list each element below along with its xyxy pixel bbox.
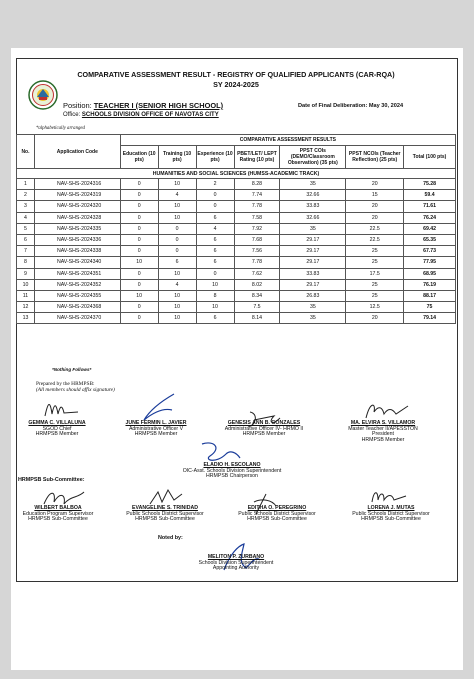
chair-name: ELADIO H. ESCOLANO bbox=[203, 462, 261, 468]
member-4 bbox=[328, 421, 438, 443]
sub-role: HRMPSB Sub-Committee bbox=[247, 516, 307, 523]
member-3 bbox=[214, 421, 314, 438]
cell-experience: 6 bbox=[196, 246, 234, 257]
prepared-line1: Prepared by the HRMPSB: bbox=[36, 381, 95, 387]
cell-no: 11 bbox=[17, 290, 35, 301]
cell-ppst-coi: 32.66 bbox=[280, 190, 346, 201]
cell-training: 4 bbox=[158, 279, 196, 290]
member-role: Administrative Officer V bbox=[128, 425, 184, 432]
results-table bbox=[16, 134, 456, 324]
member-role: HRMPSB Member bbox=[35, 431, 79, 438]
cell-total: 88.17 bbox=[404, 290, 456, 301]
table-row bbox=[17, 190, 456, 201]
cell-education: 0 bbox=[120, 313, 158, 324]
cell-code: NAV-SHS-2024316 bbox=[34, 179, 120, 190]
cell-no: 8 bbox=[17, 257, 35, 268]
sub-role: HRMPSB Sub-Committee bbox=[28, 516, 88, 523]
cell-training: 0 bbox=[158, 246, 196, 257]
member-name: GEMMA C. VILLALUNA bbox=[28, 420, 86, 426]
cell-total: 79.14 bbox=[404, 313, 456, 324]
cell-experience: 6 bbox=[196, 313, 234, 324]
arrangement-note: *alphabetically arranged bbox=[36, 126, 85, 131]
member-role: President bbox=[372, 431, 394, 438]
cell-experience: 6 bbox=[196, 234, 234, 245]
cell-experience: 2 bbox=[196, 179, 234, 190]
document-title: COMPARATIVE ASSESSMENT RESULT - REGISTRY OF QUALIFIED APPLICANTS (CAR-RQA) bbox=[77, 70, 395, 79]
subcommittee-label: HRMPSB Sub-Committee: bbox=[18, 477, 85, 483]
cell-pbet: 8.28 bbox=[234, 179, 280, 190]
table-row bbox=[17, 313, 456, 324]
cell-education: 0 bbox=[120, 201, 158, 212]
office-label: Office: bbox=[63, 112, 81, 118]
cell-code: NAV-SHS-2024352 bbox=[34, 279, 120, 290]
cell-ppst-ncoi: 22.5 bbox=[346, 223, 404, 234]
cell-experience: 0 bbox=[196, 190, 234, 201]
cell-code: NAV-SHS-2024370 bbox=[34, 313, 120, 324]
cell-ppst-coi: 26.83 bbox=[280, 290, 346, 301]
cell-code: NAV-SHS-2024328 bbox=[34, 212, 120, 223]
cell-total: 65.35 bbox=[404, 234, 456, 245]
cell-ppst-ncoi: 20 bbox=[346, 179, 404, 190]
cell-pbet: 7.62 bbox=[234, 268, 280, 279]
table-row bbox=[17, 257, 456, 268]
col-training: Training (10 pts) bbox=[158, 146, 196, 169]
table-row bbox=[17, 234, 456, 245]
cell-training: 0 bbox=[158, 234, 196, 245]
cell-ppst-ncoi: 25 bbox=[346, 257, 404, 268]
sub-name: EVANGELINE S. TRINIDAD bbox=[132, 505, 198, 511]
cell-ppst-coi: 29.17 bbox=[280, 279, 346, 290]
authority-role: Appointing Authority bbox=[212, 565, 260, 572]
sub-name: WILBERT BALBOA bbox=[34, 505, 82, 511]
cell-pbet: 7.68 bbox=[234, 234, 280, 245]
cell-experience: 0 bbox=[196, 201, 234, 212]
cell-education: 0 bbox=[120, 179, 158, 190]
subcommittee-2 bbox=[110, 506, 220, 523]
cell-pbet: 7.74 bbox=[234, 190, 280, 201]
cell-total: 59.4 bbox=[404, 190, 456, 201]
subcommittee-4 bbox=[334, 506, 448, 523]
cell-education: 10 bbox=[120, 290, 158, 301]
cell-ppst-ncoi: 25 bbox=[346, 290, 404, 301]
chair-role: HRMPSB Chairperson bbox=[206, 473, 258, 480]
cell-training: 10 bbox=[158, 212, 196, 223]
table-row bbox=[17, 246, 456, 257]
table-row bbox=[17, 179, 456, 190]
cell-no: 7 bbox=[17, 246, 35, 257]
cell-pbet: 7.56 bbox=[234, 246, 280, 257]
deliberation-date: Date of Final Deliberation: May 30, 2024 bbox=[298, 103, 404, 109]
cell-training: 6 bbox=[158, 257, 196, 268]
track-header: HUMANITIES AND SOCIAL SCIENCES (HUMSS-ACADEMIC TRACK) bbox=[17, 169, 456, 179]
position-line bbox=[63, 101, 223, 110]
office-line bbox=[63, 112, 219, 118]
cell-total: 71.61 bbox=[404, 201, 456, 212]
cell-total: 75.28 bbox=[404, 179, 456, 190]
cell-no: 6 bbox=[17, 234, 35, 245]
cell-code: NAV-SHS-2024340 bbox=[34, 257, 120, 268]
cell-no: 9 bbox=[17, 268, 35, 279]
sub-role: Public Schools District Supervisor bbox=[126, 510, 204, 517]
chairperson bbox=[152, 463, 312, 480]
cell-ppst-coi: 35 bbox=[280, 179, 346, 190]
cell-pbet: 7.78 bbox=[234, 257, 280, 268]
col-experience: Experience (10 pts) bbox=[196, 146, 234, 169]
cell-ppst-ncoi: 22.5 bbox=[346, 234, 404, 245]
cell-ppst-coi: 33.83 bbox=[280, 268, 346, 279]
cell-experience: 0 bbox=[196, 268, 234, 279]
cell-no: 1 bbox=[17, 179, 35, 190]
member-name: JUNE FERMIN L. JAVIER bbox=[125, 420, 187, 426]
member-2 bbox=[106, 421, 206, 438]
col-ppst-ncoi: PPST NCOIs (Teacher Reflection) (25 pts) bbox=[346, 146, 404, 169]
cell-ppst-coi: 35 bbox=[280, 223, 346, 234]
cell-experience: 6 bbox=[196, 212, 234, 223]
cell-code: NAV-SHS-2024338 bbox=[34, 246, 120, 257]
table-row bbox=[17, 279, 456, 290]
cell-pbet: 7.58 bbox=[234, 212, 280, 223]
group-header: COMPARATIVE ASSESSMENT RESULTS bbox=[120, 135, 455, 146]
member-role: SGOD Chief bbox=[42, 425, 72, 432]
member-role: HRMPSB Member bbox=[134, 431, 178, 438]
cell-total: 67.73 bbox=[404, 246, 456, 257]
cell-education: 0 bbox=[120, 190, 158, 201]
cell-total: 76.19 bbox=[404, 279, 456, 290]
cell-training: 10 bbox=[158, 302, 196, 313]
cell-ppst-ncoi: 17.5 bbox=[346, 268, 404, 279]
cell-pbet: 8.02 bbox=[234, 279, 280, 290]
cell-experience: 4 bbox=[196, 223, 234, 234]
school-year: SY 2024-2025 bbox=[213, 80, 259, 89]
cell-education: 0 bbox=[120, 234, 158, 245]
subcommittee-3 bbox=[222, 506, 332, 523]
cell-total: 75 bbox=[404, 302, 456, 313]
chair-role: OIC-Asst. Schools Division Superintendent bbox=[182, 467, 282, 474]
col-education: Education (10 pts) bbox=[120, 146, 158, 169]
sub-role: Education Program Supervisor bbox=[22, 510, 94, 517]
authority-name: MELITON P. ZURBANO bbox=[207, 554, 265, 560]
authority-role: Schools Division Superintendent bbox=[198, 559, 274, 566]
prepared-line2: (All members should affix signature) bbox=[36, 387, 115, 393]
subcommittee-1 bbox=[6, 506, 110, 523]
cell-ppst-ncoi: 20 bbox=[346, 201, 404, 212]
table-row bbox=[17, 290, 456, 301]
cell-education: 10 bbox=[120, 257, 158, 268]
cell-experience: 10 bbox=[196, 302, 234, 313]
cell-ppst-ncoi: 20 bbox=[346, 313, 404, 324]
sub-role: Public Schools District Supervisor bbox=[238, 510, 316, 517]
sub-role: Public Schools District Supervisor bbox=[352, 510, 430, 517]
cell-code: NAV-SHS-2024319 bbox=[34, 190, 120, 201]
cell-ppst-coi: 29.17 bbox=[280, 246, 346, 257]
cell-ppst-ncoi: 20 bbox=[346, 212, 404, 223]
cell-pbet: 8.34 bbox=[234, 290, 280, 301]
office-value: SCHOOLS DIVISION OFFICE OF NAVOTAS CITY bbox=[81, 112, 219, 118]
col-no: No. bbox=[17, 135, 35, 169]
cell-education: 0 bbox=[120, 246, 158, 257]
member-name: MA. ELVIRA S. VILLAMOR bbox=[350, 420, 416, 426]
cell-ppst-coi: 29.17 bbox=[280, 234, 346, 245]
cell-education: 0 bbox=[120, 223, 158, 234]
cell-pbet: 8.14 bbox=[234, 313, 280, 324]
cell-code: NAV-SHS-2024355 bbox=[34, 290, 120, 301]
cell-no: 12 bbox=[17, 302, 35, 313]
cell-no: 10 bbox=[17, 279, 35, 290]
cell-total: 76.24 bbox=[404, 212, 456, 223]
cell-training: 10 bbox=[158, 179, 196, 190]
member-1 bbox=[12, 421, 102, 438]
sub-name: EDITHA O. PEREGRINO bbox=[247, 505, 307, 511]
table-row bbox=[17, 201, 456, 212]
cell-pbet: 7.5 bbox=[234, 302, 280, 313]
table-row bbox=[17, 223, 456, 234]
cell-ppst-coi: 33.83 bbox=[280, 201, 346, 212]
cell-pbet: 7.78 bbox=[234, 201, 280, 212]
cell-ppst-ncoi: 25 bbox=[346, 279, 404, 290]
cell-ppst-ncoi: 25 bbox=[346, 246, 404, 257]
cell-education: 0 bbox=[120, 279, 158, 290]
cell-total: 69.42 bbox=[404, 223, 456, 234]
table-row bbox=[17, 302, 456, 313]
cell-code: NAV-SHS-2024336 bbox=[34, 234, 120, 245]
col-application-code: Application Code bbox=[34, 135, 120, 169]
sub-role: HRMPSB Sub-Committee bbox=[135, 516, 195, 523]
cell-ppst-coi: 32.66 bbox=[280, 212, 346, 223]
sub-name: LORENA J. MUTAS bbox=[367, 505, 415, 511]
cell-ppst-ncoi: 12.5 bbox=[346, 302, 404, 313]
member-role: Administrative Officer IV- HRMO II bbox=[224, 425, 304, 432]
cell-training: 10 bbox=[158, 313, 196, 324]
cell-code: NAV-SHS-2024351 bbox=[34, 268, 120, 279]
cell-training: 10 bbox=[158, 268, 196, 279]
appointing-authority bbox=[156, 555, 316, 572]
noted-by-label: Noted by: bbox=[158, 535, 183, 541]
member-role: HRMPSB Member bbox=[242, 431, 286, 438]
position-label: Position: bbox=[63, 101, 92, 110]
sub-role: HRMPSB Sub-Committee bbox=[361, 516, 421, 523]
nothing-follows-note: *Nothing Follows* bbox=[52, 367, 92, 372]
cell-pbet: 7.92 bbox=[234, 223, 280, 234]
cell-code: NAV-SHS-2024368 bbox=[34, 302, 120, 313]
col-total: Total (100 pts) bbox=[404, 146, 456, 169]
signature-villaluna bbox=[42, 398, 82, 420]
cell-no: 13 bbox=[17, 313, 35, 324]
cell-ppst-coi: 29.17 bbox=[280, 257, 346, 268]
cell-education: 0 bbox=[120, 212, 158, 223]
cell-education: 0 bbox=[120, 268, 158, 279]
member-name: GENESIS ANN B. GONZALES bbox=[227, 420, 301, 426]
cell-ppst-coi: 35 bbox=[280, 313, 346, 324]
col-ppst-coi: PPST COIs (DEMO/Classroom Observation) (35 pts) bbox=[280, 146, 346, 169]
prepared-by bbox=[36, 381, 115, 393]
cell-no: 3 bbox=[17, 201, 35, 212]
cell-education: 0 bbox=[120, 302, 158, 313]
table-row bbox=[17, 212, 456, 223]
cell-total: 68.95 bbox=[404, 268, 456, 279]
member-role: Master Teacher II/APESSTON bbox=[348, 425, 418, 432]
cell-total: 77.95 bbox=[404, 257, 456, 268]
col-pbet: PBET/LET/ LEPT Rating (10 pts) bbox=[234, 146, 280, 169]
cell-code: NAV-SHS-2024320 bbox=[34, 201, 120, 212]
cell-ppst-coi: 35 bbox=[280, 302, 346, 313]
cell-code: NAV-SHS-2024335 bbox=[34, 223, 120, 234]
cell-training: 10 bbox=[158, 290, 196, 301]
cell-experience: 6 bbox=[196, 257, 234, 268]
cell-no: 2 bbox=[17, 190, 35, 201]
cell-no: 5 bbox=[17, 223, 35, 234]
cell-training: 4 bbox=[158, 190, 196, 201]
cell-training: 10 bbox=[158, 201, 196, 212]
cell-training: 0 bbox=[158, 223, 196, 234]
table-row bbox=[17, 268, 456, 279]
cell-no: 4 bbox=[17, 212, 35, 223]
member-role: HRMPSB Member bbox=[361, 436, 405, 443]
cell-ppst-ncoi: 15 bbox=[346, 190, 404, 201]
cell-experience: 8 bbox=[196, 290, 234, 301]
position-value: TEACHER I (SENIOR HIGH SCHOOL) bbox=[93, 101, 224, 110]
cell-experience: 10 bbox=[196, 279, 234, 290]
